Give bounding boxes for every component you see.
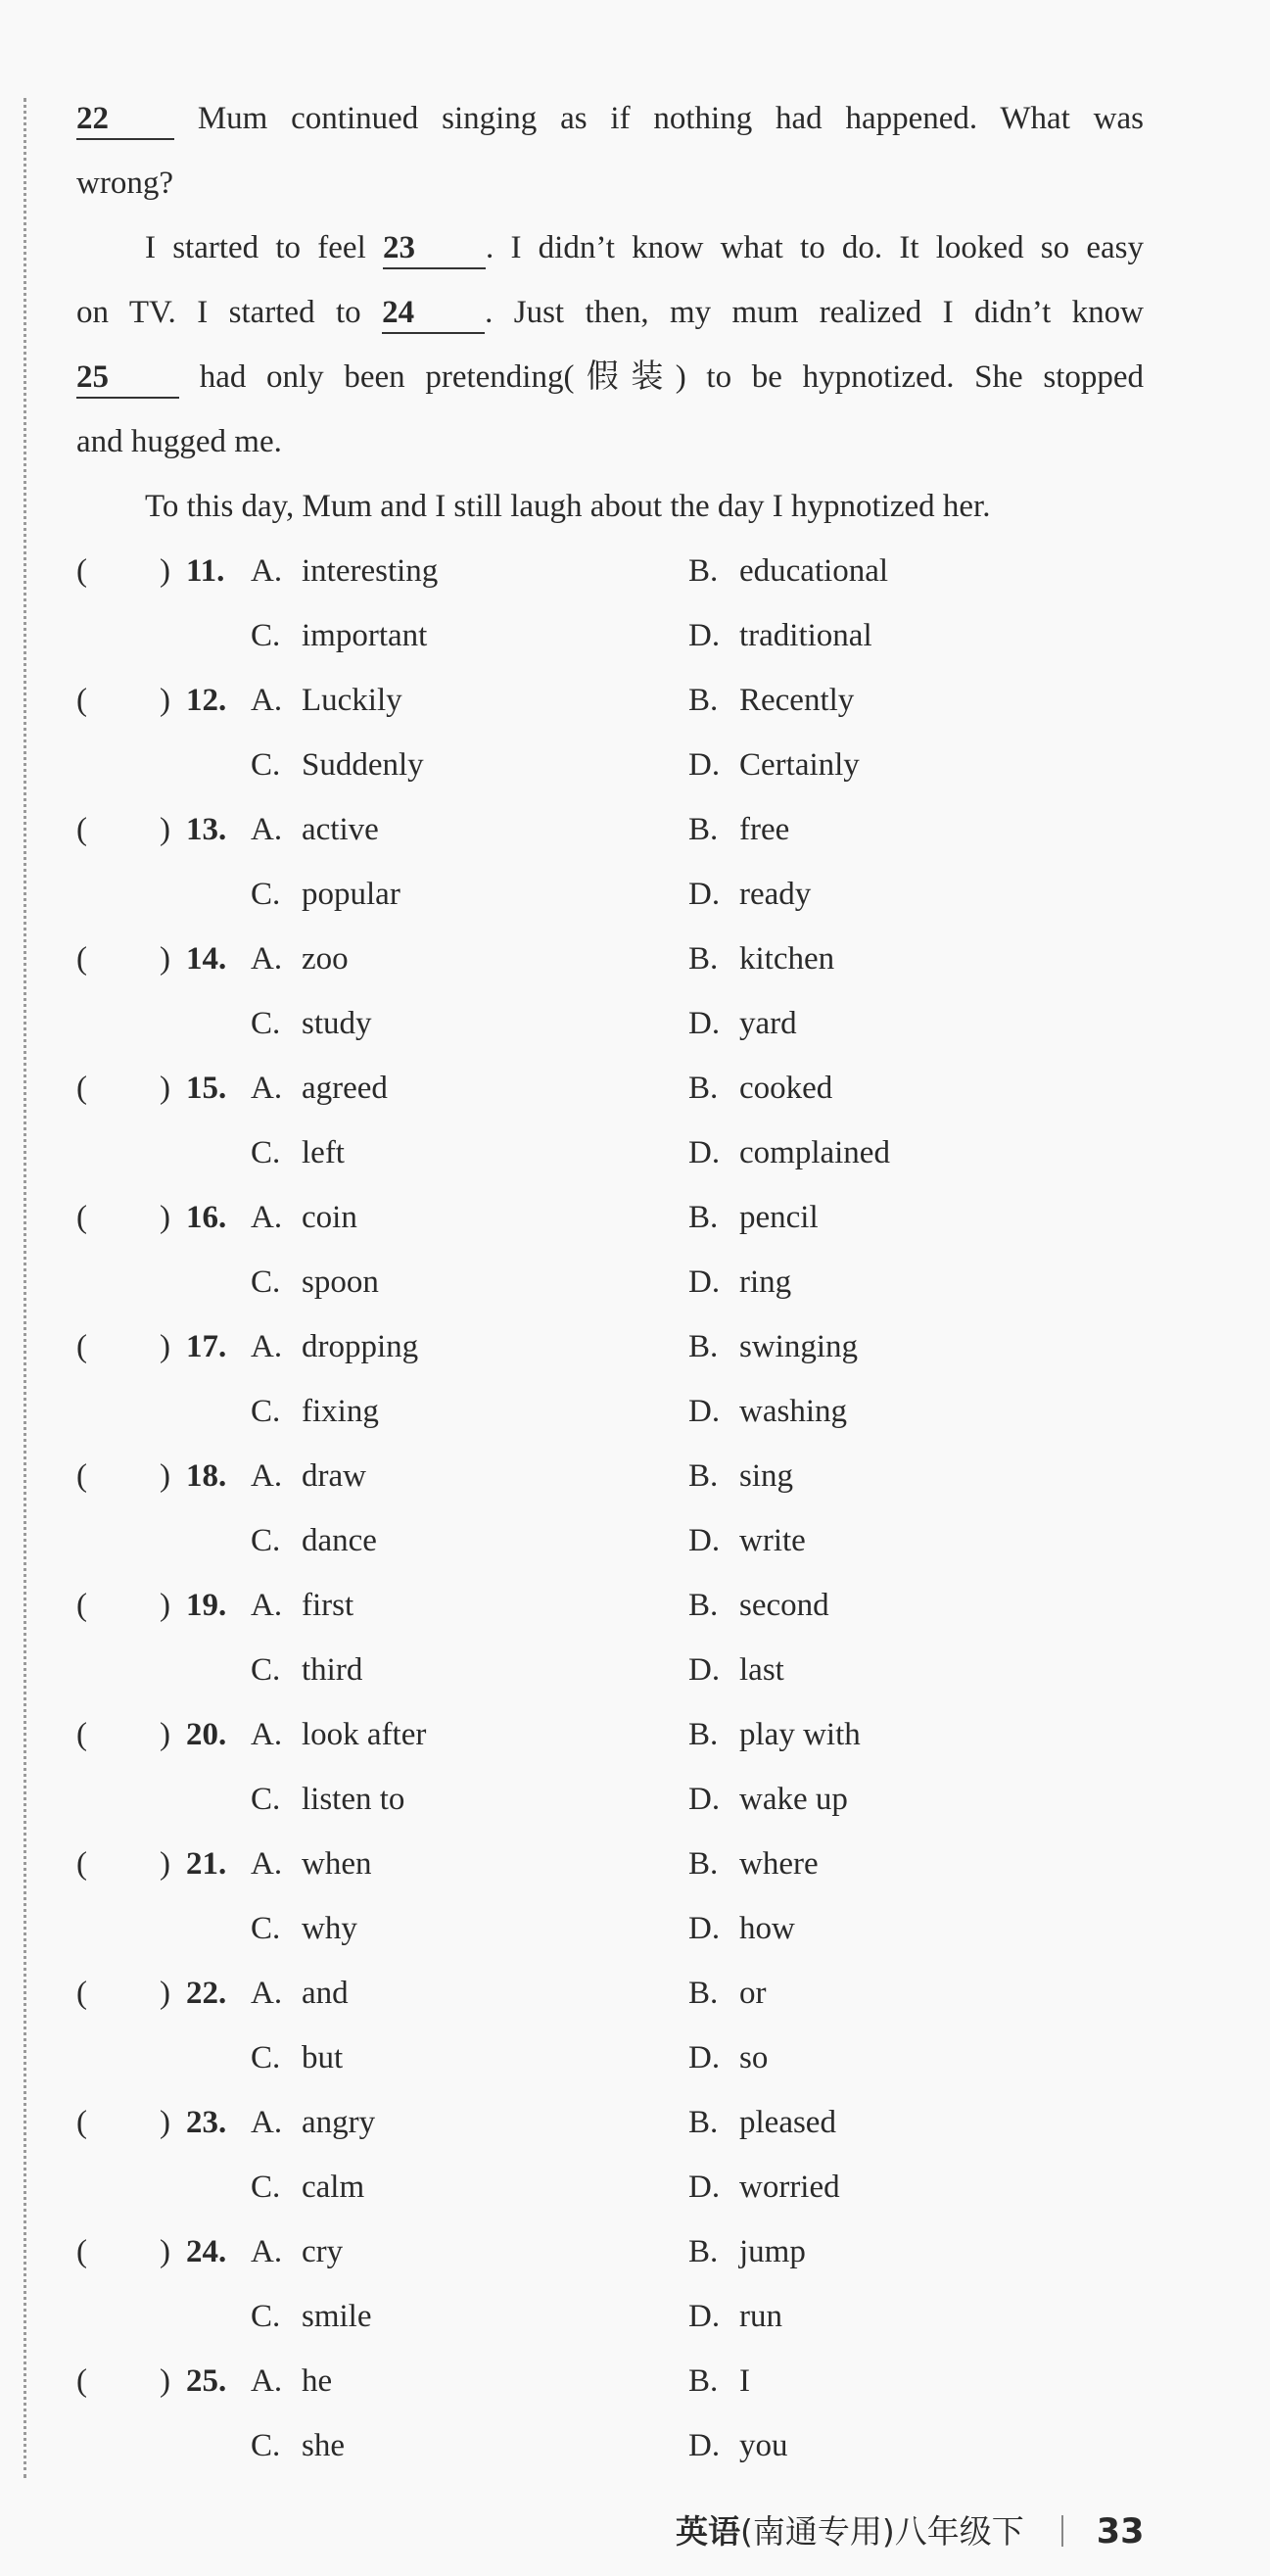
option-letter: D. bbox=[688, 1652, 721, 1688]
option-text: dance bbox=[302, 1523, 377, 1558]
passage-line-6: and hugged me. bbox=[76, 424, 282, 459]
option-letter: D. bbox=[688, 2428, 721, 2463]
option-text: traditional bbox=[739, 618, 872, 653]
option-b bbox=[688, 1314, 858, 1379]
margin-dotted-line bbox=[24, 98, 26, 2478]
option-letter: D. bbox=[688, 1523, 721, 1558]
option-text: wake up bbox=[739, 1782, 848, 1817]
passage-line-7: To this day, Mum and I still laugh about the day I hypnotized her. bbox=[145, 489, 991, 524]
option-c bbox=[251, 1121, 345, 1185]
option-letter: B. bbox=[688, 683, 719, 718]
option-a bbox=[251, 1702, 426, 1767]
option-b bbox=[688, 1832, 819, 1896]
passage-line-1 bbox=[76, 86, 1144, 151]
question-row bbox=[76, 1056, 1202, 1121]
option-text: smile bbox=[302, 2299, 372, 2334]
option-letter: B. bbox=[688, 812, 719, 847]
question-row bbox=[76, 797, 1202, 862]
option-a bbox=[251, 1961, 349, 2026]
answer-paren-close: ) bbox=[160, 2234, 170, 2269]
option-b bbox=[688, 1185, 819, 1250]
footer-edition: (南通专用)八年级下 bbox=[740, 2512, 1024, 2551]
blank-25: 25 bbox=[76, 358, 179, 399]
option-d bbox=[688, 733, 860, 797]
option-text: swinging bbox=[739, 1329, 859, 1364]
option-a bbox=[251, 1832, 371, 1896]
option-d bbox=[688, 1638, 784, 1702]
option-b bbox=[688, 1444, 793, 1508]
option-text: or bbox=[739, 1976, 767, 2011]
option-text: active bbox=[302, 812, 379, 847]
option-letter: B. bbox=[688, 1717, 719, 1752]
option-d bbox=[688, 2284, 782, 2349]
option-letter: A. bbox=[251, 2234, 283, 2269]
option-text: free bbox=[739, 812, 790, 847]
question-number: 14. bbox=[186, 941, 227, 977]
option-text: second bbox=[739, 1588, 829, 1623]
option-letter: C. bbox=[251, 1911, 281, 1946]
option-text: I bbox=[739, 2363, 750, 2399]
option-text: why bbox=[302, 1911, 357, 1946]
answer-paren-open: ( bbox=[76, 1588, 87, 1623]
option-d bbox=[688, 2155, 840, 2219]
option-text: ring bbox=[739, 1264, 792, 1300]
question-number: 15. bbox=[186, 1071, 227, 1106]
question-number: 19. bbox=[186, 1588, 227, 1623]
question-row bbox=[76, 1573, 1202, 1638]
option-letter: C. bbox=[251, 747, 281, 783]
answer-paren-open: ( bbox=[76, 2105, 87, 2140]
option-c bbox=[251, 2026, 343, 2090]
option-letter: A. bbox=[251, 1200, 283, 1235]
option-letter: C. bbox=[251, 2170, 281, 2205]
answer-paren-close: ) bbox=[160, 683, 170, 718]
question-row-continued bbox=[76, 603, 1202, 668]
answer-paren-open: ( bbox=[76, 2363, 87, 2399]
answer-paren-close: ) bbox=[160, 941, 170, 977]
option-letter: C. bbox=[251, 2428, 281, 2463]
option-letter: D. bbox=[688, 1135, 721, 1170]
option-text: and bbox=[302, 1976, 349, 2011]
question-row-continued bbox=[76, 1379, 1202, 1444]
option-d bbox=[688, 2413, 788, 2478]
answer-paren-open: ( bbox=[76, 1976, 87, 2011]
question-number: 16. bbox=[186, 1200, 227, 1235]
answer-paren-close: ) bbox=[160, 1976, 170, 2011]
option-letter: C. bbox=[251, 1394, 281, 1429]
option-letter: D. bbox=[688, 618, 721, 653]
question-row-continued bbox=[76, 2284, 1202, 2349]
option-text: important bbox=[302, 618, 428, 653]
answer-paren-open: ( bbox=[76, 1329, 87, 1364]
option-letter: A. bbox=[251, 1071, 283, 1106]
question-number: 21. bbox=[186, 1846, 227, 1882]
option-letter: A. bbox=[251, 1976, 283, 2011]
footer-subject: 英语 bbox=[676, 2512, 740, 2551]
option-text: cooked bbox=[739, 1071, 833, 1106]
option-letter: A. bbox=[251, 1458, 283, 1494]
option-letter: D. bbox=[688, 2170, 721, 2205]
question-row-continued bbox=[76, 2413, 1202, 2478]
question-number: 23. bbox=[186, 2105, 227, 2140]
answer-paren-open: ( bbox=[76, 1846, 87, 1882]
option-letter: C. bbox=[251, 1264, 281, 1300]
option-a bbox=[251, 2349, 332, 2413]
option-letter: A. bbox=[251, 2363, 283, 2399]
question-row bbox=[76, 2349, 1202, 2413]
question-row-continued bbox=[76, 1767, 1202, 1832]
option-text: write bbox=[739, 1523, 806, 1558]
passage-line-5 bbox=[76, 345, 1144, 409]
option-letter: A. bbox=[251, 1846, 283, 1882]
option-letter: A. bbox=[251, 683, 283, 718]
option-c bbox=[251, 603, 427, 668]
option-c bbox=[251, 2413, 345, 2478]
option-a bbox=[251, 668, 402, 733]
option-c bbox=[251, 2155, 364, 2219]
option-letter: D. bbox=[688, 877, 721, 912]
option-d bbox=[688, 1121, 890, 1185]
question-number: 11. bbox=[186, 553, 225, 589]
passage-line-4 bbox=[76, 280, 1144, 345]
answer-paren-close: ) bbox=[160, 1458, 170, 1494]
option-letter: B. bbox=[688, 553, 719, 589]
option-c bbox=[251, 733, 424, 797]
option-letter: A. bbox=[251, 941, 283, 977]
option-letter: B. bbox=[688, 2234, 719, 2269]
question-number: 22. bbox=[186, 1976, 227, 2011]
option-text: interesting bbox=[302, 553, 439, 589]
option-text: draw bbox=[302, 1458, 366, 1494]
answer-paren-open: ( bbox=[76, 2234, 87, 2269]
option-b bbox=[688, 1702, 861, 1767]
question-options bbox=[76, 539, 1202, 2478]
option-text: Suddenly bbox=[302, 747, 424, 783]
option-d bbox=[688, 1896, 795, 1961]
option-letter: D. bbox=[688, 1911, 721, 1946]
answer-paren-open: ( bbox=[76, 1717, 87, 1752]
option-c bbox=[251, 1767, 404, 1832]
option-letter: B. bbox=[688, 1458, 719, 1494]
question-row bbox=[76, 539, 1202, 603]
option-letter: A. bbox=[251, 1329, 283, 1364]
option-b bbox=[688, 927, 834, 991]
option-letter: C. bbox=[251, 2299, 281, 2334]
option-a bbox=[251, 927, 349, 991]
option-b bbox=[688, 2219, 806, 2284]
passage bbox=[76, 86, 1144, 539]
option-text: Certainly bbox=[739, 747, 860, 783]
option-text: so bbox=[739, 2040, 769, 2075]
option-letter: D. bbox=[688, 1394, 721, 1429]
option-text: sing bbox=[739, 1458, 794, 1494]
option-letter: D. bbox=[688, 2299, 721, 2334]
question-number: 25. bbox=[186, 2363, 227, 2399]
option-text: when bbox=[302, 1846, 372, 1882]
answer-paren-close: ) bbox=[160, 1717, 170, 1752]
option-c bbox=[251, 1896, 357, 1961]
option-c bbox=[251, 991, 372, 1056]
option-letter: D. bbox=[688, 747, 721, 783]
answer-paren-close: ) bbox=[160, 1329, 170, 1364]
option-text: run bbox=[739, 2299, 782, 2334]
option-letter: C. bbox=[251, 877, 281, 912]
question-row-continued bbox=[76, 1121, 1202, 1185]
answer-paren-open: ( bbox=[76, 1071, 87, 1106]
option-c bbox=[251, 1638, 362, 1702]
option-text: jump bbox=[739, 2234, 806, 2269]
question-row bbox=[76, 1185, 1202, 1250]
option-text: agreed bbox=[302, 1071, 388, 1106]
option-letter: B. bbox=[688, 2105, 719, 2140]
option-letter: B. bbox=[688, 1846, 719, 1882]
answer-paren-close: ) bbox=[160, 812, 170, 847]
blank-24: 24 bbox=[382, 293, 485, 334]
option-letter: A. bbox=[251, 553, 283, 589]
option-letter: B. bbox=[688, 941, 719, 977]
question-row-continued bbox=[76, 1250, 1202, 1314]
option-d bbox=[688, 1767, 848, 1832]
passage-text: had only been pretending(假装) to be hypnotized. She stopped bbox=[199, 359, 1145, 395]
question-number: 18. bbox=[186, 1458, 227, 1494]
answer-paren-open: ( bbox=[76, 1200, 87, 1235]
question-row bbox=[76, 1702, 1202, 1767]
passage-text: I started to feel bbox=[145, 230, 383, 265]
option-letter: C. bbox=[251, 618, 281, 653]
option-d bbox=[688, 862, 811, 927]
question-number: 24. bbox=[186, 2234, 227, 2269]
option-text: Luckily bbox=[302, 683, 402, 718]
answer-paren-close: ) bbox=[160, 1200, 170, 1235]
option-text: pleased bbox=[739, 2105, 836, 2140]
option-text: play with bbox=[739, 1717, 861, 1752]
option-text: she bbox=[302, 2428, 345, 2463]
option-c bbox=[251, 1379, 379, 1444]
option-letter: D. bbox=[688, 2040, 721, 2075]
option-letter: C. bbox=[251, 2040, 281, 2075]
answer-paren-close: ) bbox=[160, 1071, 170, 1106]
question-number: 12. bbox=[186, 683, 227, 718]
option-text: but bbox=[302, 2040, 344, 2075]
option-letter: C. bbox=[251, 1523, 281, 1558]
option-a bbox=[251, 1185, 357, 1250]
option-text: complained bbox=[739, 1135, 890, 1170]
passage-line-3 bbox=[76, 215, 1144, 280]
option-b bbox=[688, 1573, 829, 1638]
passage-text: . Just then, my mum realized I didn’t know bbox=[485, 295, 1145, 330]
option-letter: C. bbox=[251, 1135, 281, 1170]
option-text: cry bbox=[302, 2234, 344, 2269]
option-text: worried bbox=[739, 2170, 840, 2205]
option-text: calm bbox=[302, 2170, 365, 2205]
page-number: 33 bbox=[1096, 2512, 1145, 2552]
option-letter: A. bbox=[251, 1588, 283, 1623]
option-a bbox=[251, 797, 379, 862]
option-letter: B. bbox=[688, 1200, 719, 1235]
option-text: third bbox=[302, 1652, 363, 1688]
option-text: kitchen bbox=[739, 941, 835, 977]
question-row bbox=[76, 1961, 1202, 2026]
option-text: last bbox=[739, 1652, 784, 1688]
answer-paren-close: ) bbox=[160, 553, 170, 589]
option-b bbox=[688, 2090, 836, 2155]
option-text: you bbox=[739, 2428, 788, 2463]
option-letter: A. bbox=[251, 2105, 283, 2140]
passage-line-2: wrong? bbox=[76, 166, 173, 201]
option-letter: C. bbox=[251, 1006, 281, 1041]
option-d bbox=[688, 991, 797, 1056]
option-b bbox=[688, 668, 854, 733]
question-row-continued bbox=[76, 862, 1202, 927]
option-text: washing bbox=[739, 1394, 847, 1429]
answer-paren-close: ) bbox=[160, 2105, 170, 2140]
option-letter: C. bbox=[251, 1782, 281, 1817]
answer-paren-close: ) bbox=[160, 1588, 170, 1623]
option-text: pencil bbox=[739, 1200, 819, 1235]
option-c bbox=[251, 862, 400, 927]
passage-text: Mum continued singing as if nothing had happened. What was bbox=[197, 101, 1144, 136]
option-b bbox=[688, 2349, 750, 2413]
option-text: how bbox=[739, 1911, 795, 1946]
question-row-continued bbox=[76, 1896, 1202, 1961]
footer-separator bbox=[1061, 2515, 1063, 2547]
blank-23: 23 bbox=[383, 228, 486, 269]
option-text: listen to bbox=[302, 1782, 405, 1817]
option-d bbox=[688, 1508, 806, 1573]
passage-text: . I didn’t know what to do. It looked so easy bbox=[485, 230, 1144, 265]
option-text: he bbox=[302, 2363, 333, 2399]
question-row-continued bbox=[76, 1638, 1202, 1702]
option-text: where bbox=[739, 1846, 819, 1882]
option-letter: B. bbox=[688, 1588, 719, 1623]
answer-paren-close: ) bbox=[160, 2363, 170, 2399]
option-text: left bbox=[302, 1135, 345, 1170]
option-letter: C. bbox=[251, 1652, 281, 1688]
option-text: look after bbox=[302, 1717, 427, 1752]
question-row bbox=[76, 2219, 1202, 2284]
option-a bbox=[251, 1314, 418, 1379]
option-b bbox=[688, 1961, 767, 2026]
option-d bbox=[688, 2026, 768, 2090]
question-number: 13. bbox=[186, 812, 227, 847]
blank-22: 22 bbox=[76, 99, 174, 140]
question-row bbox=[76, 2090, 1202, 2155]
option-c bbox=[251, 2284, 372, 2349]
option-letter: D. bbox=[688, 1264, 721, 1300]
option-letter: B. bbox=[688, 1329, 719, 1364]
question-row bbox=[76, 668, 1202, 733]
option-a bbox=[251, 539, 438, 603]
option-a bbox=[251, 1573, 353, 1638]
option-text: study bbox=[302, 1006, 372, 1041]
question-row-continued bbox=[76, 991, 1202, 1056]
answer-paren-open: ( bbox=[76, 941, 87, 977]
option-text: spoon bbox=[302, 1264, 379, 1300]
option-a bbox=[251, 2090, 375, 2155]
option-letter: A. bbox=[251, 812, 283, 847]
option-text: zoo bbox=[302, 941, 349, 977]
option-d bbox=[688, 1379, 847, 1444]
question-row-continued bbox=[76, 2155, 1202, 2219]
option-a bbox=[251, 1056, 388, 1121]
option-text: dropping bbox=[302, 1329, 419, 1364]
answer-paren-open: ( bbox=[76, 553, 87, 589]
option-b bbox=[688, 797, 789, 862]
option-d bbox=[688, 1250, 791, 1314]
question-number: 20. bbox=[186, 1717, 227, 1752]
option-text: Recently bbox=[739, 683, 855, 718]
question-row-continued bbox=[76, 1508, 1202, 1573]
option-text: educational bbox=[739, 553, 889, 589]
option-d bbox=[688, 603, 872, 668]
option-text: first bbox=[302, 1588, 354, 1623]
option-text: ready bbox=[739, 877, 812, 912]
page-footer bbox=[676, 2507, 1144, 2556]
question-row bbox=[76, 1314, 1202, 1379]
question-row bbox=[76, 1832, 1202, 1896]
question-row-continued bbox=[76, 2026, 1202, 2090]
option-letter: B. bbox=[688, 1071, 719, 1106]
option-c bbox=[251, 1250, 379, 1314]
passage-text: on TV. I started to bbox=[76, 295, 383, 330]
question-number: 17. bbox=[186, 1329, 227, 1364]
question-row bbox=[76, 927, 1202, 991]
option-letter: B. bbox=[688, 1976, 719, 2011]
question-row-continued bbox=[76, 733, 1202, 797]
option-text: fixing bbox=[302, 1394, 379, 1429]
option-letter: D. bbox=[688, 1782, 721, 1817]
answer-paren-open: ( bbox=[76, 683, 87, 718]
answer-paren-close: ) bbox=[160, 1846, 170, 1882]
question-row bbox=[76, 1444, 1202, 1508]
option-text: yard bbox=[739, 1006, 797, 1041]
option-text: popular bbox=[302, 877, 400, 912]
option-a bbox=[251, 2219, 343, 2284]
option-text: angry bbox=[302, 2105, 376, 2140]
option-c bbox=[251, 1508, 377, 1573]
option-letter: B. bbox=[688, 2363, 719, 2399]
option-b bbox=[688, 539, 888, 603]
option-letter: A. bbox=[251, 1717, 283, 1752]
option-b bbox=[688, 1056, 832, 1121]
option-a bbox=[251, 1444, 366, 1508]
answer-paren-open: ( bbox=[76, 1458, 87, 1494]
option-letter: D. bbox=[688, 1006, 721, 1041]
answer-paren-open: ( bbox=[76, 812, 87, 847]
option-text: coin bbox=[302, 1200, 357, 1235]
